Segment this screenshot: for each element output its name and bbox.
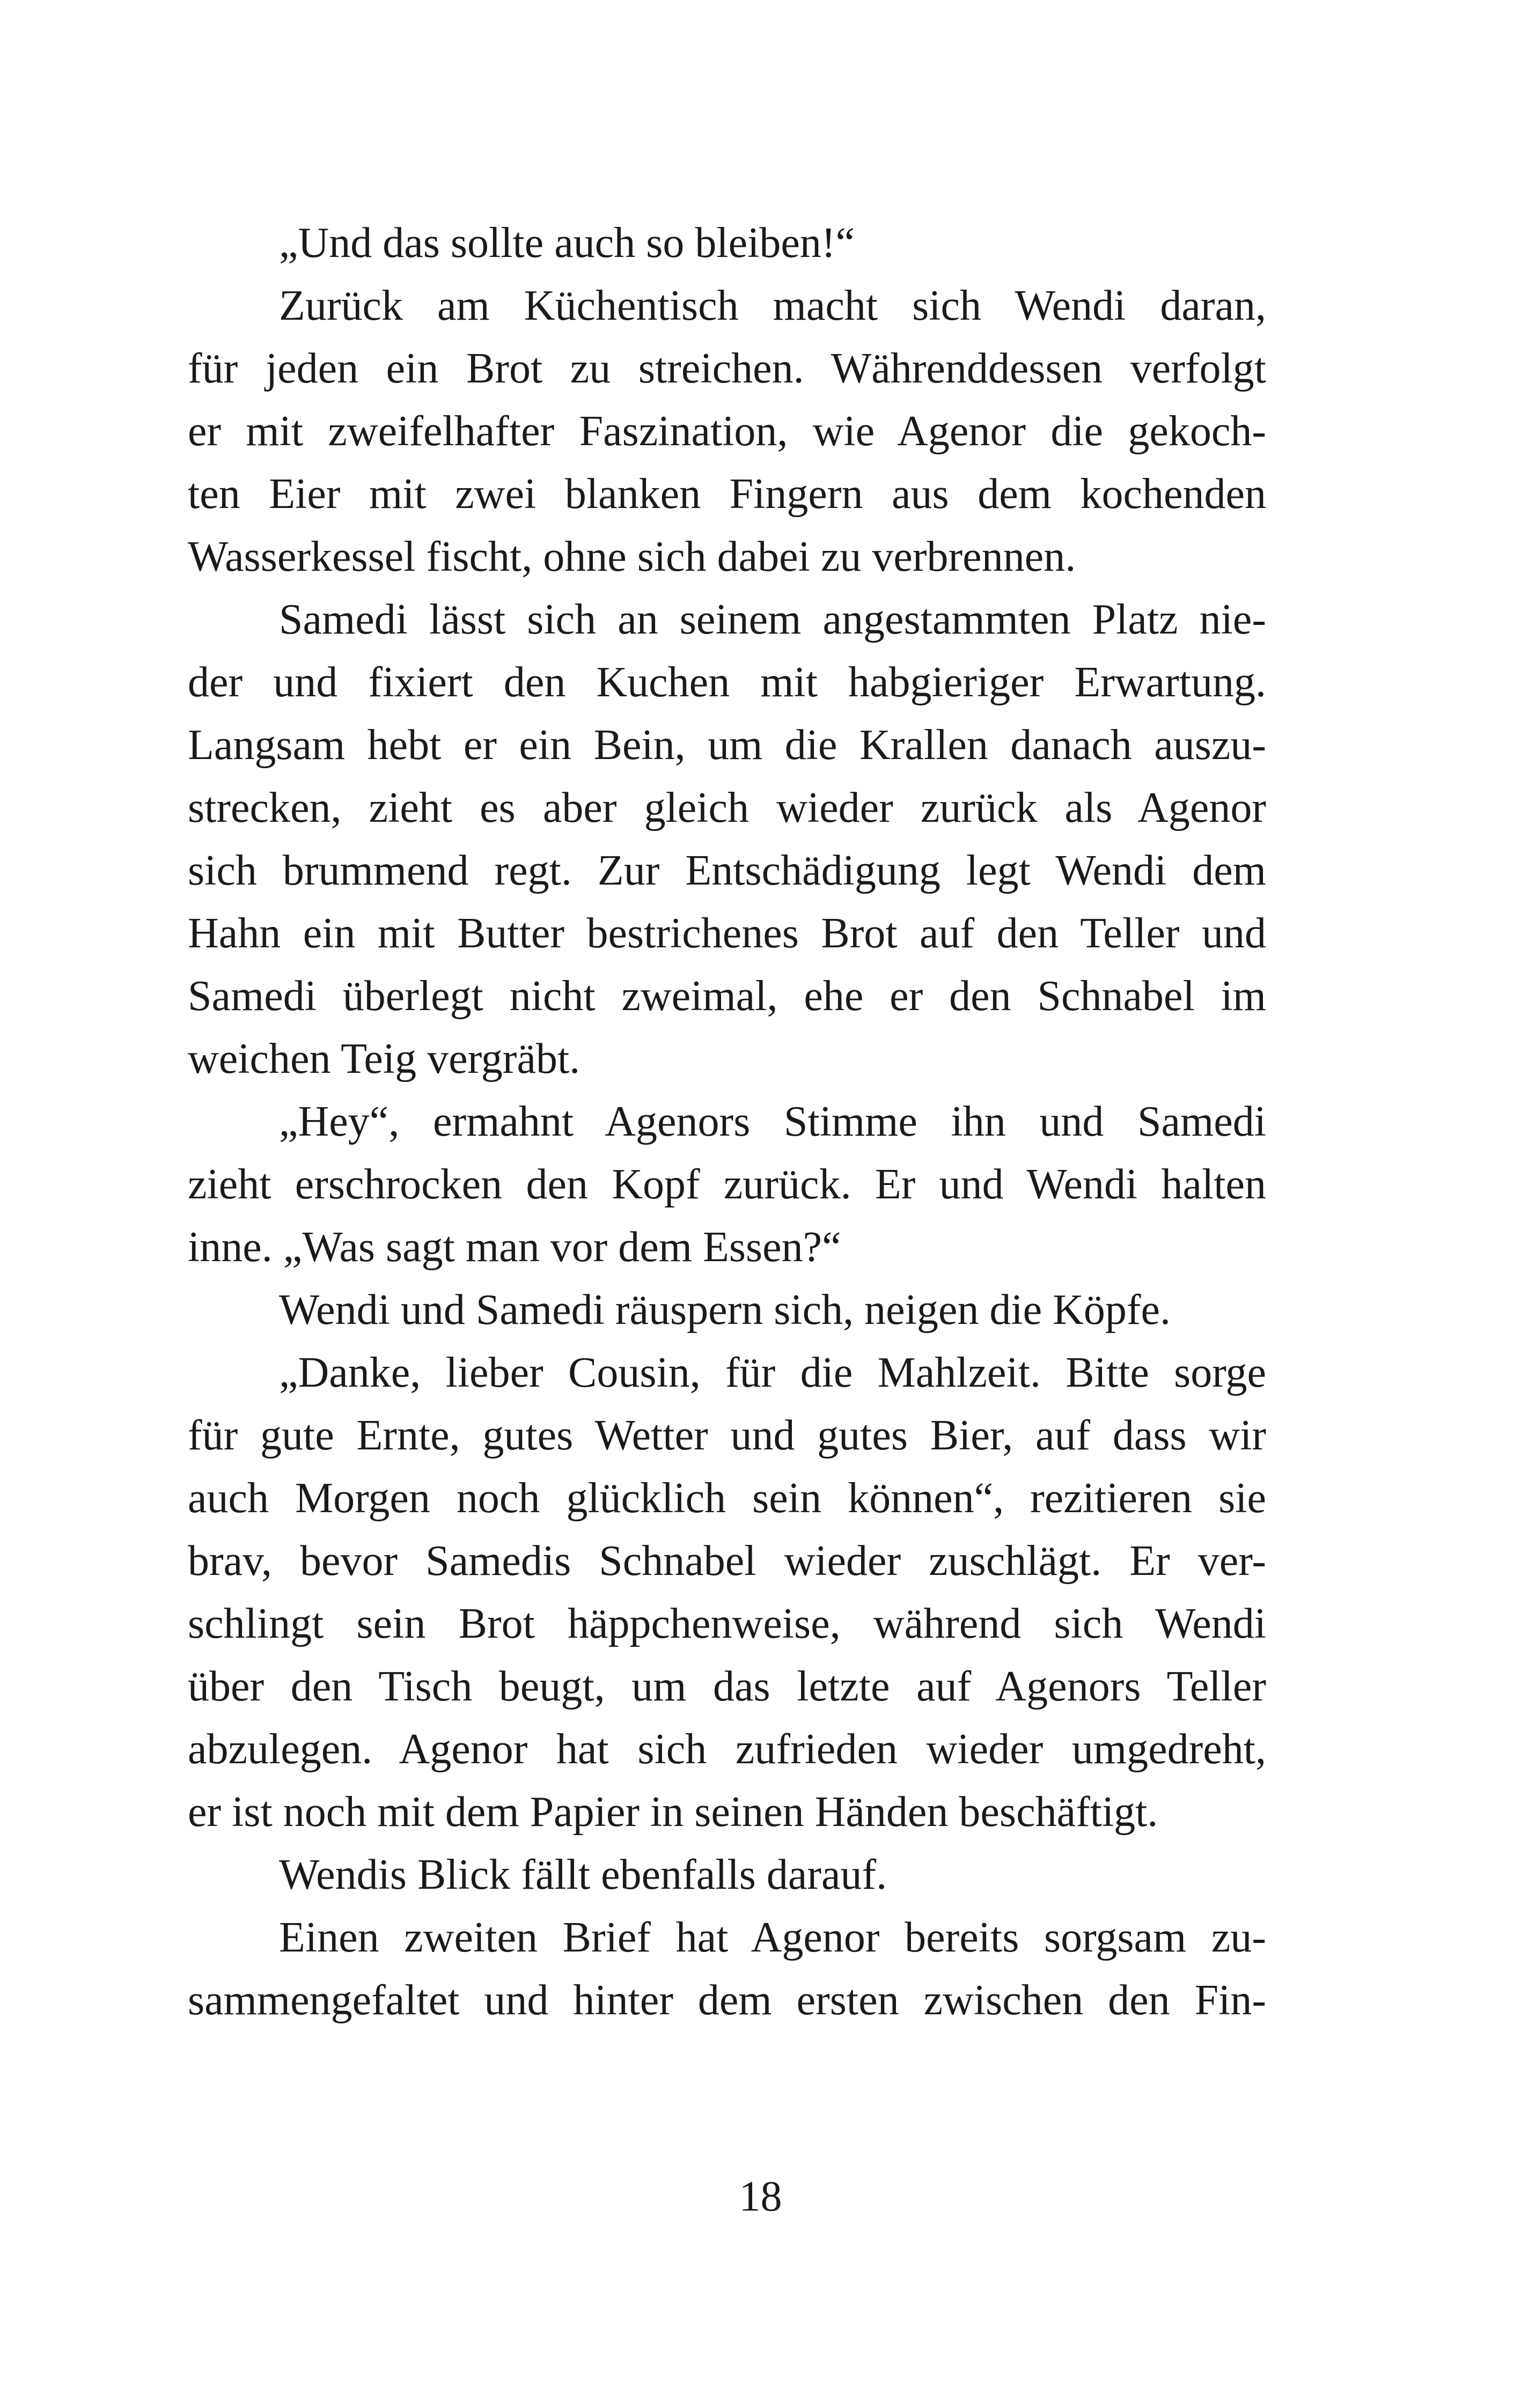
text-line: Langsam hebt er ein Bein, um die Krallen danach auszu- xyxy=(188,721,1266,769)
text-line: sich brummend regt. Zur Entschädigung legt Wendi dem xyxy=(188,847,1266,894)
text-line: er mit zweifelhafter Faszination, wie Agenor die gekoch- xyxy=(188,408,1266,455)
text-line: für gute Ernte, gutes Wetter und gutes Bier, auf dass wir xyxy=(188,1412,1266,1459)
text-line: weichen Teig vergräbt. xyxy=(188,1035,581,1083)
text-line: für jeden ein Brot zu streichen. Währenddessen verfolgt xyxy=(188,345,1266,392)
text-line: brav, bevor Samedis Schnabel wieder zuschlägt. Er ver- xyxy=(188,1537,1266,1585)
text-line: Samedi überlegt nicht zweimal, ehe er den Schnabel im xyxy=(188,973,1266,1020)
body-text xyxy=(188,212,1266,2032)
text-line: zieht erschrocken den Kopf zurück. Er und Wendi halten xyxy=(188,1161,1266,1208)
text-line: Wasserkessel fischt, ohne sich dabei zu verbrennen. xyxy=(188,533,1076,580)
text-line: abzulegen. Agenor hat sich zufrieden wieder umgedreht, xyxy=(188,1726,1266,1773)
text-line: schlingt sein Brot häppchenweise, während sich Wendi xyxy=(188,1600,1266,1647)
page-number: 18 xyxy=(739,2173,782,2220)
text-line: ten Eier mit zwei blanken Fingern aus dem kochenden xyxy=(188,470,1266,518)
text-line: „Hey“, ermahnt Agenors Stimme ihn und Samedi xyxy=(279,1098,1266,1145)
text-line: auch Morgen noch glücklich sein können“, rezitieren sie xyxy=(188,1475,1266,1522)
text-line: strecken, zieht es aber gleich wieder zurück als Agenor xyxy=(188,784,1266,831)
text-line: der und fixiert den Kuchen mit habgieriger Erwartung. xyxy=(188,659,1266,706)
text-line: Samedi lässt sich an seinem angestammten Platz nie- xyxy=(279,596,1266,643)
text-line: inne. „Was sagt man vor dem Essen?“ xyxy=(188,1224,841,1271)
text-line: er ist noch mit dem Papier in seinen Händen beschäftigt. xyxy=(188,1788,1158,1836)
text-line: über den Tisch beugt, um das letzte auf Agenors Teller xyxy=(188,1663,1266,1710)
text-line: „Danke, lieber Cousin, für die Mahlzeit. Bitte sorge xyxy=(279,1349,1266,1396)
text-line: Wendis Blick fällt ebenfalls darauf. xyxy=(279,1851,887,1898)
text-line: Zurück am Küchentisch macht sich Wendi daran, xyxy=(279,282,1266,329)
text-line: „Und das sollte auch so bleiben!“ xyxy=(279,219,855,267)
text-line: Einen zweiten Brief hat Agenor bereits sorgsam zu- xyxy=(279,1914,1266,1961)
text-line: Wendi und Samedi räuspern sich, neigen die Köpfe. xyxy=(279,1286,1171,1334)
text-line: Hahn ein mit Butter bestrichenes Brot auf den Teller und xyxy=(188,910,1266,957)
text-line: sammengefaltet und hinter dem ersten zwischen den Fin- xyxy=(188,1977,1266,2024)
